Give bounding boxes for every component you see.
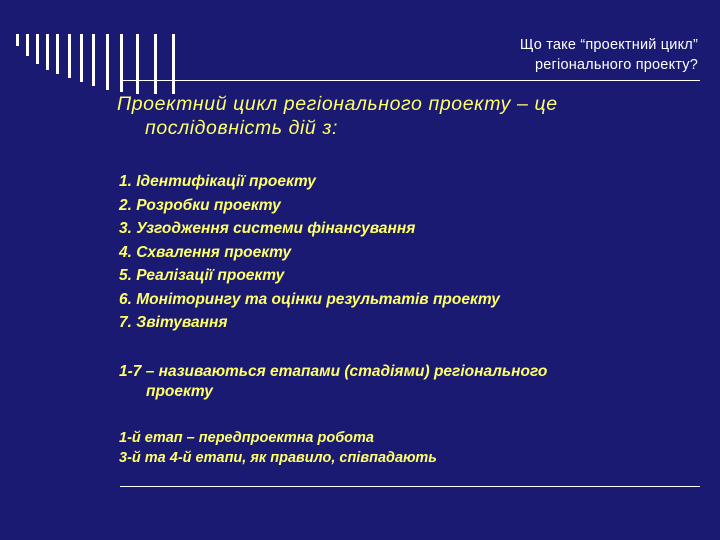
stages-note	[119, 362, 679, 402]
list-item: 5. Реалізації проекту	[119, 267, 285, 284]
decorative-bar	[56, 34, 59, 74]
stage-detail-2: 3-й та 4-й етапи, як правило, співпадають	[119, 450, 437, 466]
decorative-bar	[26, 34, 29, 56]
decorative-bar	[46, 34, 49, 70]
header-title-line-1: Що таке “проектний цикл”	[519, 37, 698, 53]
decorative-bar	[172, 34, 175, 94]
footer-divider	[120, 486, 700, 487]
list-item: 2. Розробки проекту	[119, 196, 281, 214]
list-item: 3. Узгодження системи фінансування	[119, 220, 416, 237]
decorative-bars	[16, 34, 186, 94]
stages-note-line-2: проекту	[146, 383, 213, 400]
list-item: 1. Ідентифікації проекту	[119, 173, 316, 190]
list-item: 6. Моніторингу та оцінки результатів проекту	[119, 290, 500, 308]
stage-details	[119, 428, 679, 468]
decorative-bar	[106, 34, 109, 90]
decorative-bar	[36, 34, 39, 64]
decorative-bar	[68, 34, 71, 78]
decorative-bar	[92, 34, 95, 86]
stages-note-line-1: 1-7 – називаються етапами (стадіями) регіонального	[119, 363, 548, 380]
slide-header-title	[338, 35, 698, 75]
lead-text	[117, 92, 687, 140]
steps-list	[119, 170, 679, 335]
decorative-bar	[80, 34, 83, 82]
lead-line-1: Проектний цикл регіонального проекту – це	[117, 93, 558, 115]
list-item: 7. Звітування	[119, 314, 228, 331]
decorative-bar	[120, 34, 123, 92]
header-title-line-2: регіонального проекту?	[535, 57, 698, 73]
list-item: 4. Схвалення проекту	[119, 243, 292, 261]
lead-line-2: послідовність дій з:	[145, 117, 339, 139]
decorative-bar	[154, 34, 157, 94]
decorative-bar	[16, 34, 19, 46]
decorative-bar	[136, 34, 139, 94]
header-divider	[120, 80, 700, 81]
stage-detail-1: 1-й етап – передпроектна робота	[119, 430, 374, 446]
